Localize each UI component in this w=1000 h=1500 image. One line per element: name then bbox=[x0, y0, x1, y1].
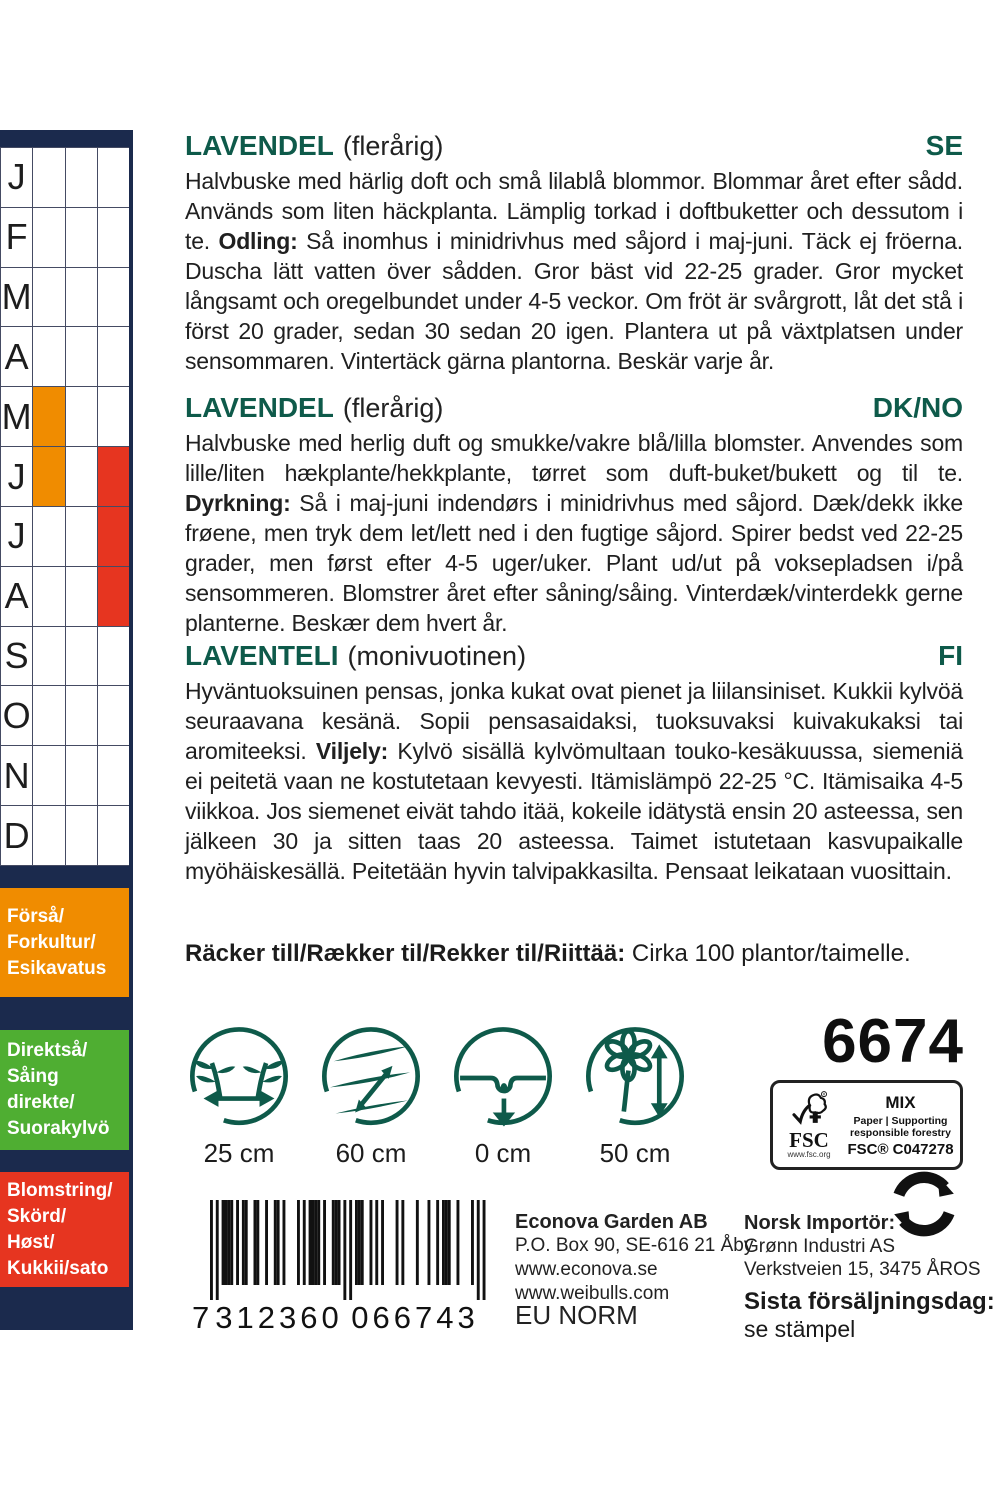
barcode-bar bbox=[274, 1200, 277, 1285]
fsc-url: www.fsc.org bbox=[787, 1150, 831, 1159]
barcode-bar bbox=[216, 1200, 219, 1300]
cultivation-label: Odling: bbox=[218, 228, 298, 254]
plant-height-value: 50 cm bbox=[599, 1138, 671, 1168]
plant-name: LAVENTELI bbox=[185, 640, 339, 671]
importer-address: Verkstveien 15, 3475 ÅROS bbox=[744, 1259, 981, 1280]
body-text: Kylvö sisällä kylvömultaan touko-kesäkuussa, siemeniä ei peitetä vaan ne kostutetaan kevyesti. Itämislämpö 22-25 °C. Itämisaika 4-5 viikkoa. Jos siemenet eivät tahdo itää, kokeile idätystä ensin 20 asteessa, sen jälkeen 30 ja sitten taas 20 asteessa. Taimet istutetaan kasvupaikalle myöhäiskesällä. Peitetään hyvin talvipakkasilta. Pensaat leikataan vuosittain. bbox=[185, 738, 963, 884]
barcode-bar bbox=[349, 1200, 352, 1300]
legend-line: Direktså/ bbox=[7, 1040, 88, 1061]
company-address: P.O. Box 90, SE-616 21 Åby bbox=[515, 1235, 754, 1256]
barcode-bar bbox=[375, 1200, 378, 1285]
barcode-bar bbox=[428, 1200, 431, 1285]
barcode-bar bbox=[471, 1200, 474, 1285]
plant-name: LAVENDEL bbox=[185, 130, 334, 161]
cultivation-label: Viljely: bbox=[315, 738, 389, 764]
language-tag: DK/NO bbox=[872, 392, 963, 423]
calendar-month-cell bbox=[0, 446, 32, 506]
calendar-cell bbox=[97, 745, 129, 805]
body-text: Hyväntuoksuinen pensas, jonka kukat ovat pienet ja liilansiniset. Kukkii kylvöä seuraavana kesänä. Sopii pensasaidaksi, tuoksuvaksi kuivakukaksi tai aromiteeksi. bbox=[185, 678, 963, 764]
calendar-month-cell bbox=[0, 386, 32, 446]
section-se-header bbox=[185, 130, 963, 162]
month-letter: M bbox=[1, 395, 32, 437]
barcode-bar bbox=[381, 1200, 384, 1285]
product-number: 6674 bbox=[822, 1007, 964, 1076]
plant-height-icon bbox=[579, 1022, 691, 1134]
calendar-cell bbox=[65, 386, 97, 446]
barcode-bar bbox=[254, 1200, 257, 1285]
expiry-label: Sista försäljningsdag: bbox=[744, 1288, 995, 1315]
barcode-bar bbox=[303, 1200, 306, 1285]
green-dot-recycling-icon bbox=[888, 1168, 960, 1240]
yield-line bbox=[185, 940, 963, 968]
legend-line: Kukkii/sato bbox=[7, 1257, 109, 1279]
plant-type: (monivuotinen) bbox=[347, 641, 527, 671]
language-tag: FI bbox=[938, 640, 963, 671]
barcode-bar bbox=[355, 1200, 358, 1285]
month-letter: A bbox=[4, 335, 29, 377]
barcode-bar bbox=[332, 1200, 335, 1285]
company-web-econova: www.econova.se bbox=[515, 1259, 658, 1280]
barcode-bar bbox=[297, 1200, 300, 1285]
calendar-cell bbox=[32, 147, 64, 207]
barcode-bar bbox=[401, 1200, 404, 1285]
calendar-month-cell bbox=[0, 326, 32, 386]
barcode-bar bbox=[236, 1200, 239, 1285]
calendar-cell bbox=[97, 566, 129, 626]
legend-line: Förså/ bbox=[7, 905, 65, 927]
barcode-bar bbox=[283, 1200, 286, 1285]
calendar-cell bbox=[32, 506, 64, 566]
calendar-cell bbox=[32, 805, 64, 865]
section-fi bbox=[185, 640, 963, 886]
barcode-bar bbox=[448, 1200, 451, 1285]
barcode-bar bbox=[483, 1200, 486, 1300]
row-spacing-value: 60 cm bbox=[335, 1138, 407, 1168]
calendar-cell bbox=[97, 326, 129, 386]
barcode-bar bbox=[210, 1200, 213, 1300]
calendar-cell bbox=[97, 207, 129, 267]
importer-name: Grønn Industri AS bbox=[744, 1236, 896, 1257]
calendar-grid bbox=[0, 147, 129, 866]
barcode-bar bbox=[358, 1200, 361, 1285]
barcode-bar bbox=[312, 1200, 315, 1285]
row-spacing-icon bbox=[315, 1022, 427, 1134]
calendar-cell bbox=[65, 147, 97, 207]
eu-norm-label: EU NORM bbox=[515, 1300, 638, 1330]
company-block bbox=[515, 1210, 753, 1306]
barcode-bar bbox=[230, 1200, 233, 1285]
barcode-bar bbox=[416, 1200, 419, 1285]
sowing-depth-value: 0 cm bbox=[474, 1138, 532, 1168]
calendar-cell bbox=[32, 267, 64, 327]
calendar-cell bbox=[65, 685, 97, 745]
body-text: Så i maj-juni indendørs i minidrivhus med såjord. Dæk/dekk ikke frøene, men tryk dem let/lett ned i den fugtige såjord. Spirer bedst ved 22-25 grader, men først efter 4-5 uger/uker. Plant ud/ut på voksepladsen i/på sensommeren. Blomstrer året efter såning/såing. Vinterdæk/vinterdekk gerne planterne. Beskær dem hvert år. bbox=[185, 490, 963, 636]
calendar-cell bbox=[97, 805, 129, 865]
calendar-month-cell bbox=[0, 566, 32, 626]
fsc-mix-label: MIX bbox=[885, 1092, 916, 1112]
calendar-cell bbox=[97, 386, 129, 446]
barcode-bar bbox=[457, 1200, 460, 1285]
barcode-bar bbox=[317, 1200, 320, 1285]
sowing-depth-icon bbox=[447, 1022, 559, 1134]
section-fi-body bbox=[185, 676, 963, 886]
calendar-month-cell bbox=[0, 685, 32, 745]
barcode-bar bbox=[265, 1200, 268, 1285]
legend-presow bbox=[0, 888, 129, 997]
barcode-bar bbox=[338, 1200, 341, 1285]
importer-label: Norsk Importör: bbox=[744, 1212, 896, 1234]
row-spacing-block bbox=[304, 1022, 438, 1169]
legend-line: Høst/ bbox=[7, 1231, 55, 1253]
month-letter: J bbox=[7, 156, 26, 198]
month-letter: J bbox=[7, 455, 26, 497]
body-text: Halvbuske med härlig doft och små lilablå blommor. Blommar året efter sådd. Används som liten häckplanta. Lämplig torkad i doftbuketter och dessutom i te. bbox=[185, 168, 963, 254]
ean13-barcode bbox=[182, 1200, 494, 1336]
barcode-bar bbox=[309, 1200, 312, 1285]
legend-line: Blomstring/ bbox=[7, 1179, 113, 1201]
fsc-description: Paper | Supporting responsible forestry bbox=[850, 1114, 951, 1139]
calendar-month-cell bbox=[0, 745, 32, 805]
calendar-month-cell bbox=[0, 267, 32, 327]
svg-text:R: R bbox=[822, 1092, 826, 1097]
calendar-cell bbox=[97, 626, 129, 686]
calendar-cell bbox=[32, 685, 64, 745]
calendar-cell bbox=[32, 745, 64, 805]
barcode-bar bbox=[227, 1200, 230, 1285]
barcode-bar bbox=[242, 1200, 245, 1285]
barcode-digits-left: 312360 bbox=[215, 1300, 343, 1335]
plant-type: (flerårig) bbox=[342, 393, 444, 423]
legend-line: Suorakylvö bbox=[7, 1118, 110, 1139]
calendar-cell bbox=[97, 685, 129, 745]
calendar-cell bbox=[65, 267, 97, 327]
calendar-cell bbox=[32, 207, 64, 267]
calendar-cell bbox=[32, 446, 64, 506]
section-dkno bbox=[185, 392, 963, 638]
fsc-license: FSC® C047278 bbox=[847, 1140, 954, 1158]
legend-line: Skörd/ bbox=[7, 1205, 67, 1227]
calendar-cell bbox=[65, 446, 97, 506]
calendar-month-cell bbox=[0, 207, 32, 267]
legend-bloom-harvest bbox=[0, 1172, 129, 1287]
barcode-bar bbox=[396, 1200, 399, 1285]
expiry-value: se stämpel bbox=[744, 1316, 856, 1342]
barcode-bar bbox=[245, 1200, 248, 1285]
barcode-bar bbox=[436, 1200, 439, 1285]
plant-height-block bbox=[568, 1022, 702, 1169]
barcode-bar bbox=[335, 1200, 338, 1285]
calendar-cell bbox=[32, 626, 64, 686]
fsc-wordmark: FSC bbox=[789, 1128, 829, 1152]
section-se bbox=[185, 130, 963, 376]
barcode-bar bbox=[477, 1200, 480, 1300]
calendar-month-cell bbox=[0, 805, 32, 865]
calendar-cell bbox=[32, 326, 64, 386]
plant-name: LAVENDEL bbox=[185, 392, 334, 423]
barcode-bar bbox=[222, 1200, 225, 1285]
calendar-month-cell bbox=[0, 147, 32, 207]
barcode-bar bbox=[256, 1200, 259, 1285]
month-letter: A bbox=[4, 575, 29, 617]
month-letter: F bbox=[5, 216, 28, 258]
company-name: Econova Garden AB bbox=[515, 1211, 708, 1233]
plant-spacing-icon bbox=[183, 1022, 295, 1134]
month-letter: S bbox=[4, 635, 29, 677]
barcode-bar bbox=[277, 1200, 280, 1285]
legend-line: Forkultur/ bbox=[7, 931, 96, 953]
calendar-cell bbox=[97, 147, 129, 207]
calendar-cell bbox=[97, 506, 129, 566]
calendar-cell bbox=[65, 326, 97, 386]
section-se-body bbox=[185, 166, 963, 376]
cultivation-label: Dyrkning: bbox=[185, 490, 291, 516]
plant-spacing-value: 25 cm bbox=[203, 1138, 275, 1168]
month-letter: D bbox=[3, 814, 30, 856]
legend-line: direkte/ bbox=[7, 1092, 75, 1113]
legend-line: Såing bbox=[7, 1066, 59, 1087]
language-tag: SE bbox=[925, 130, 963, 161]
calendar-month-cell bbox=[0, 626, 32, 686]
legend-line: Esikavatus bbox=[7, 957, 107, 979]
calendar-month-cell bbox=[0, 506, 32, 566]
company-web-weibulls: www.weibulls.com bbox=[515, 1283, 670, 1304]
barcode-bar bbox=[445, 1200, 448, 1285]
calendar-cell bbox=[32, 386, 64, 446]
yield-label: Räcker till/Rækker til/Rekker til/Riittää: bbox=[185, 940, 626, 967]
barcode-bar bbox=[225, 1200, 228, 1285]
barcode-digit-lead: 7 bbox=[192, 1300, 210, 1335]
expiry-block bbox=[744, 1288, 995, 1343]
barcode-bar bbox=[314, 1200, 317, 1285]
sowing-depth-block bbox=[436, 1022, 570, 1169]
plant-spacing-block bbox=[172, 1022, 306, 1169]
body-text: Så inomhus i minidrivhus med såjord i maj-juni. Täck ej fröerna. Duscha lätt vatten över sådden. Gror bäst vid 22-25 grader. Gror mycket långsamt och oregelbundet under 4-5 veckor. Om fröt är svårgrott, låt det stå i först 20 grader, sedan 30 sedan 20 igen. Plantera ut på växtplatsen under sensommaren. Vintertäck gärna plantorna. Beskär varje år. bbox=[185, 228, 963, 374]
barcode-bar bbox=[442, 1200, 445, 1285]
calendar-cell bbox=[65, 626, 97, 686]
section-fi-header bbox=[185, 640, 963, 672]
section-dkno-header bbox=[185, 392, 963, 424]
month-letter: N bbox=[3, 754, 30, 796]
legend-direct-sow bbox=[0, 1030, 129, 1150]
calendar-cell bbox=[97, 267, 129, 327]
month-letter: O bbox=[2, 694, 31, 736]
month-letter: M bbox=[1, 276, 32, 318]
fsc-label bbox=[770, 1080, 963, 1170]
calendar-cell bbox=[32, 566, 64, 626]
fsc-tree-icon bbox=[790, 1091, 828, 1131]
barcode-bar bbox=[361, 1200, 364, 1285]
sowing-calendar bbox=[0, 130, 133, 1330]
barcode-bar bbox=[323, 1200, 326, 1285]
calendar-cell bbox=[65, 506, 97, 566]
calendar-cell bbox=[65, 566, 97, 626]
yield-value: Cirka 100 plantor/taimelle. bbox=[625, 940, 911, 967]
calendar-cell bbox=[65, 207, 97, 267]
barcode-bar bbox=[370, 1200, 373, 1285]
calendar-cell bbox=[65, 745, 97, 805]
plant-type: (flerårig) bbox=[342, 131, 444, 161]
month-letter: J bbox=[7, 515, 26, 557]
barcode-bar bbox=[343, 1200, 346, 1300]
section-dkno-body bbox=[185, 428, 963, 638]
barcode-digits-right: 066743 bbox=[351, 1300, 479, 1335]
calendar-cell bbox=[65, 805, 97, 865]
calendar-cell bbox=[97, 446, 129, 506]
body-text: Halvbuske med herlig duft og smukke/vakre blå/lilla blomster. Anvendes som lille/liten hækplante/hekkplante, tørret som duft-buket/bukett og til te. bbox=[185, 430, 963, 486]
